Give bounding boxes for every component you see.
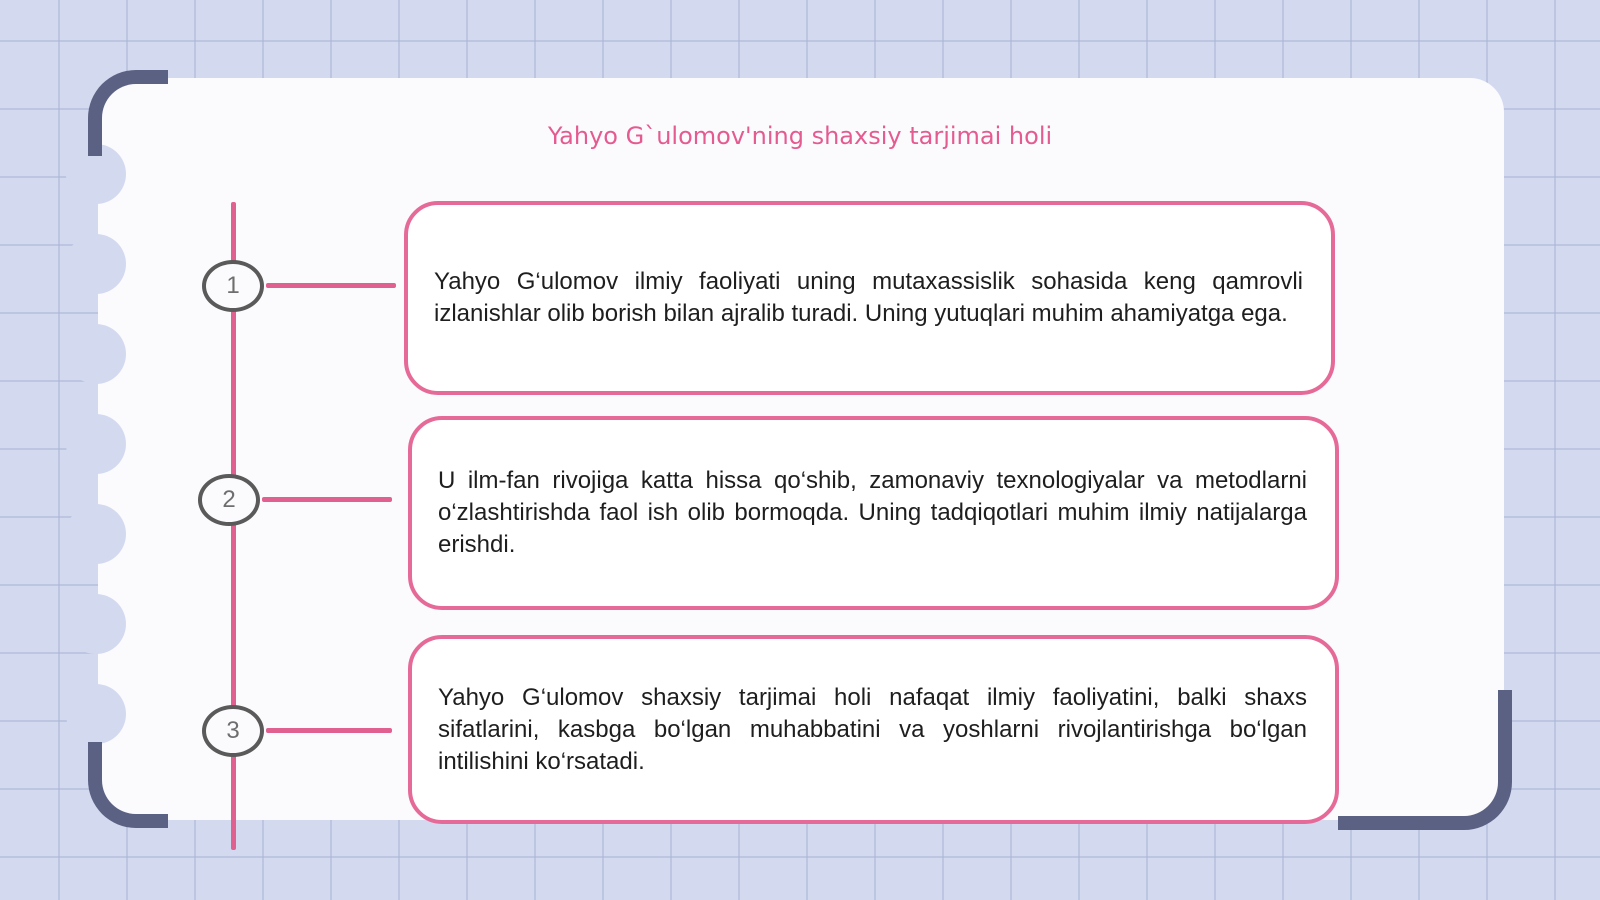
card-text: Yahyo G‘ulomov ilmiy faoliyati uning mutaxassislik sohasida keng qamrovli izlanishlar olib borish bilan ajralib turadi. Uning yutuqlari muhim ahamiyatga ega. [434, 268, 1303, 327]
slide-title: Yahyo G`ulomov'ning shaxsiy tarjimai holi [547, 122, 1053, 150]
punch-hole [66, 684, 126, 744]
binder-corner-top-left [88, 70, 168, 156]
timeline-node-2 [198, 474, 260, 526]
timeline-node-number: 2 [222, 486, 236, 513]
card-text: Yahyo G‘ulomov shaxsiy tarjimai holi nafaqat ilmiy faoliyatini, balki shaxs sifatlarini, kasbga bo‘lgan muhabbatini va yoshlarni rivojlantirishga bo‘lgan intilishini ko‘rsatadi. [438, 683, 1307, 775]
timeline-connector [266, 728, 392, 733]
binder-corner-bottom-right [1338, 690, 1512, 830]
timeline-node-1 [202, 260, 264, 312]
timeline-card-3 [408, 635, 1339, 824]
punch-hole [66, 594, 126, 654]
punch-hole [66, 234, 126, 294]
timeline-node-number: 3 [226, 717, 240, 744]
timeline-node-number: 1 [226, 272, 240, 299]
punch-hole [66, 414, 126, 474]
punch-hole [66, 504, 126, 564]
timeline-node-3 [202, 705, 264, 757]
card-text: U ilm-fan rivojiga katta hissa qo‘shib, zamonaviy texnologiyalar va metodlarni o‘zlashtirishda faol ish olib bormoqda. Uning tadqiqotlari muhim ilmiy natijalarga erishdi. [438, 467, 1307, 558]
binder-corner-bottom-left [88, 742, 168, 828]
timeline-connector [266, 283, 396, 288]
timeline-connector [262, 497, 392, 502]
timeline-card-2 [408, 416, 1339, 610]
timeline-card-1 [404, 201, 1335, 395]
punch-hole [66, 324, 126, 384]
